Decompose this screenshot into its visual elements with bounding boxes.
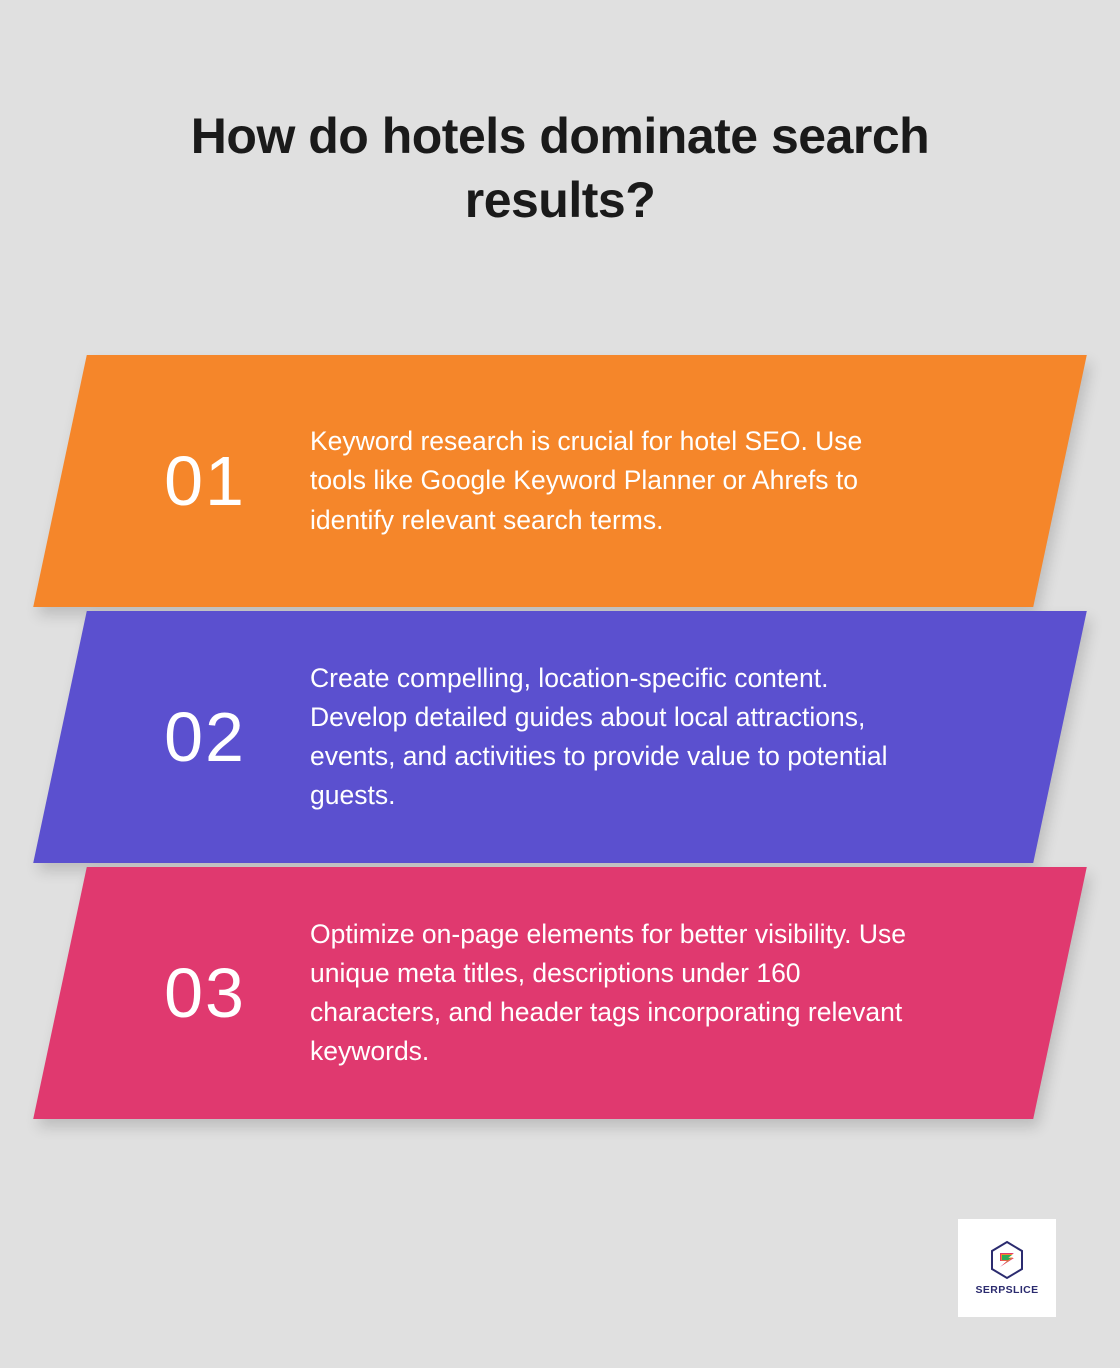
step-number: 01 — [164, 442, 246, 520]
brand-logo — [958, 1219, 1056, 1317]
steps-list — [0, 355, 1120, 1123]
step-content-2 — [60, 611, 1060, 863]
step-description: Create compelling, location-specific content. Develop detailed guides about local attractions, events, and activities to provide value to potential guests. — [310, 662, 888, 811]
step-description: Optimize on-page elements for better visibility. Use unique meta titles, descriptions under 160 characters, and header tags incorporating relevant keywords. — [310, 918, 907, 1067]
step-description: Keyword research is crucial for hotel SEO. Use tools like Google Keyword Planner or Ahrefs to identify relevant search terms. — [310, 426, 863, 535]
step-content-1 — [60, 355, 1060, 607]
step-number: 03 — [164, 954, 246, 1032]
step-content-3 — [60, 867, 1060, 1119]
list-item — [0, 867, 1120, 1119]
list-item — [0, 355, 1120, 607]
brand-name: SERPSLICE — [975, 1284, 1039, 1296]
serpslice-hexagon-icon — [987, 1240, 1027, 1280]
page-title: How do hotels dominate search results? — [190, 108, 930, 228]
step-number: 02 — [164, 698, 246, 776]
list-item — [0, 611, 1120, 863]
